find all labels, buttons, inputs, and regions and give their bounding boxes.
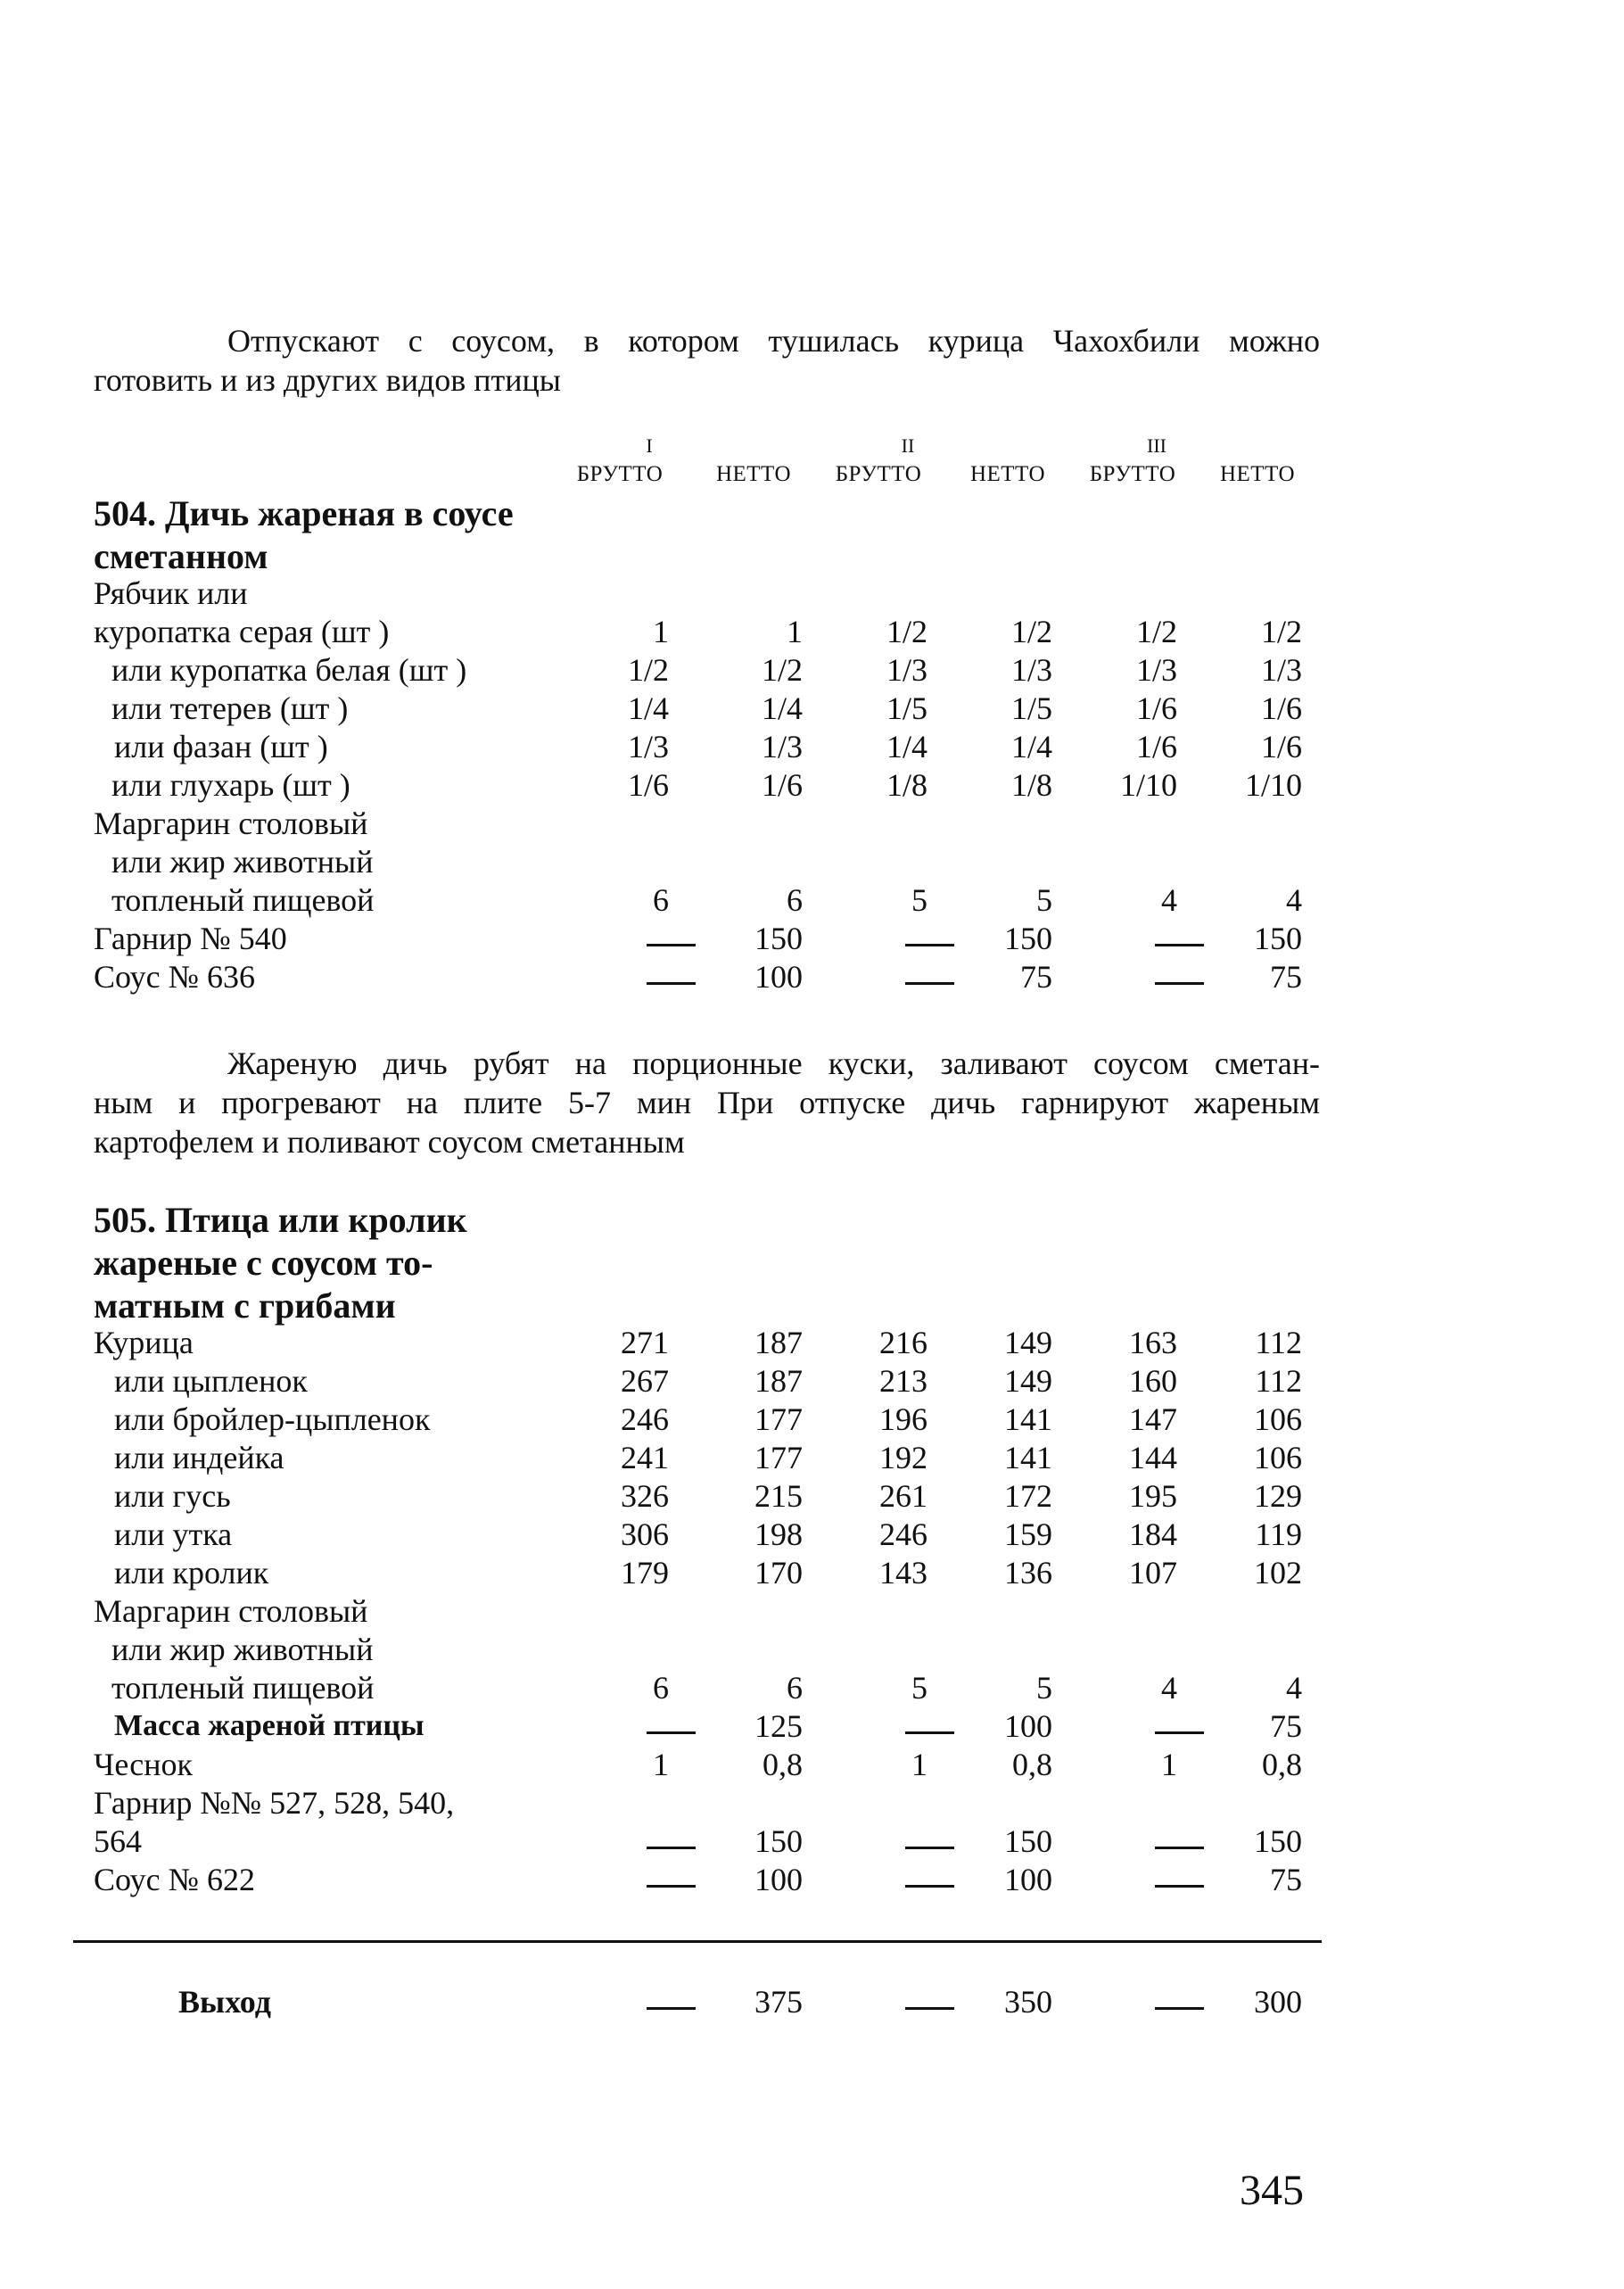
dash-cell bbox=[847, 1822, 954, 1861]
dash-cell bbox=[847, 1982, 954, 2021]
value-cell: 1/4 bbox=[886, 729, 927, 764]
recipe-504-title bbox=[94, 492, 514, 578]
row-label: или тетерев (шт ) bbox=[111, 690, 349, 726]
value-cell: 150 bbox=[1004, 921, 1052, 956]
row-label: куропатка серая (шт ) bbox=[94, 614, 390, 649]
table-row bbox=[0, 1591, 1624, 1631]
title-line: 504. Дичь жареная в соусе bbox=[94, 493, 514, 533]
value-cell: 1/2 bbox=[1010, 614, 1052, 649]
value-cell: 1/10 bbox=[1244, 767, 1302, 803]
value-cell: 1/6 bbox=[1135, 729, 1177, 764]
value-cell: 129 bbox=[1254, 1478, 1302, 1514]
row-label: или кролик bbox=[114, 1555, 269, 1591]
value-cell: 150 bbox=[1254, 921, 1302, 956]
value-cell: 179 bbox=[621, 1555, 669, 1591]
table-row bbox=[0, 1400, 1624, 1439]
value-cell: 112 bbox=[1255, 1363, 1302, 1399]
value-cell: 0,8 bbox=[1262, 1747, 1302, 1782]
title-line: сметанном bbox=[94, 536, 268, 576]
value-cell: 150 bbox=[1004, 1823, 1052, 1859]
title-line: 505. Птица или кролик bbox=[94, 1200, 467, 1240]
table-row bbox=[0, 919, 1624, 958]
yield-label: Выход bbox=[178, 1984, 271, 2020]
value-cell: 4 bbox=[1161, 1670, 1177, 1706]
row-label: топленый пищевой bbox=[111, 882, 375, 918]
dash-cell bbox=[589, 919, 696, 958]
value-cell: 213 bbox=[879, 1363, 927, 1399]
value-cell: 100 bbox=[1004, 1708, 1052, 1744]
yield-row bbox=[0, 1982, 1624, 2021]
row-label: или индейка bbox=[114, 1440, 284, 1475]
paragraph-line: ным и прогревают на плите 5-7 мин При отпуске дичь гарнируют жареным bbox=[94, 1085, 1320, 1120]
value-cell: 1/8 bbox=[886, 767, 927, 803]
sub-header: НЕТТО bbox=[969, 462, 1046, 486]
table-row bbox=[0, 1860, 1624, 1899]
value-cell: 6 bbox=[653, 1670, 669, 1706]
yield-value: 375 bbox=[754, 1984, 803, 2020]
value-cell: 5 bbox=[1036, 1670, 1052, 1706]
value-cell: 1/3 bbox=[1010, 652, 1052, 688]
group-header: III bbox=[1147, 434, 1166, 457]
dash-cell bbox=[847, 1706, 954, 1746]
value-cell: 75 bbox=[1270, 1862, 1302, 1897]
value-cell: 150 bbox=[1254, 1823, 1302, 1859]
value-cell: 1/6 bbox=[1135, 690, 1177, 726]
value-cell: 100 bbox=[754, 1862, 803, 1897]
value-cell: 141 bbox=[1004, 1440, 1052, 1475]
value-cell: 1/6 bbox=[1260, 690, 1302, 726]
table-row bbox=[0, 1630, 1624, 1669]
value-cell: 1/8 bbox=[1010, 767, 1052, 803]
table-row bbox=[0, 1515, 1624, 1554]
table-row bbox=[0, 1745, 1624, 1784]
sub-header: БРУТТО bbox=[835, 462, 922, 486]
row-label: или утка bbox=[114, 1516, 233, 1552]
value-cell: 1 bbox=[653, 1747, 669, 1782]
value-cell: 100 bbox=[754, 959, 803, 995]
table-row bbox=[0, 804, 1624, 843]
table-row bbox=[0, 957, 1624, 996]
table-row bbox=[0, 1668, 1624, 1707]
intro-line: Отпускают с соусом, в котором тушилась курица Чахохбили можно bbox=[227, 323, 1320, 359]
dash-cell bbox=[589, 957, 696, 996]
value-cell: 1/6 bbox=[627, 767, 669, 803]
paragraph-line: картофелем и поливают соусом сметанным bbox=[94, 1124, 685, 1160]
value-cell: 1/2 bbox=[1135, 614, 1177, 649]
row-label: или жир животный bbox=[111, 844, 374, 880]
value-cell: 306 bbox=[621, 1516, 669, 1552]
dash-cell bbox=[589, 1822, 696, 1861]
value-cell: 241 bbox=[621, 1440, 669, 1475]
value-cell: 1/2 bbox=[627, 652, 669, 688]
value-cell: 163 bbox=[1129, 1325, 1177, 1360]
value-cell: 6 bbox=[787, 882, 803, 918]
value-cell: 1/6 bbox=[761, 767, 803, 803]
dash-cell bbox=[1097, 1822, 1204, 1861]
dash-cell bbox=[1097, 919, 1204, 958]
dash-cell bbox=[589, 1706, 696, 1746]
value-cell: 1 bbox=[653, 614, 669, 649]
row-label: или бройлер-цыпленок bbox=[114, 1401, 431, 1437]
intro-line: готовить и из других видов птицы bbox=[94, 362, 561, 398]
value-cell: 246 bbox=[621, 1401, 669, 1437]
value-cell: 177 bbox=[754, 1401, 803, 1437]
value-cell: 125 bbox=[754, 1708, 803, 1744]
value-cell: 106 bbox=[1254, 1401, 1302, 1437]
value-cell: 184 bbox=[1129, 1516, 1177, 1552]
value-cell: 75 bbox=[1020, 959, 1052, 995]
value-cell: 141 bbox=[1004, 1401, 1052, 1437]
dash-cell bbox=[1097, 1706, 1204, 1746]
value-cell: 170 bbox=[754, 1555, 803, 1591]
value-cell: 100 bbox=[1004, 1862, 1052, 1897]
yield-value: 300 bbox=[1254, 1984, 1302, 2020]
value-cell: 1/2 bbox=[886, 614, 927, 649]
value-cell: 5 bbox=[911, 882, 927, 918]
value-cell: 1/4 bbox=[761, 690, 803, 726]
table-row bbox=[0, 650, 1624, 690]
value-cell: 1/10 bbox=[1119, 767, 1177, 803]
row-label: Чеснок bbox=[94, 1747, 194, 1782]
title-line: матным с грибами bbox=[94, 1285, 396, 1326]
value-cell: 150 bbox=[754, 1823, 803, 1859]
row-label: или куропатка белая (шт ) bbox=[111, 652, 467, 688]
table-row bbox=[0, 1822, 1624, 1861]
intro-paragraph bbox=[94, 321, 1320, 400]
table-row bbox=[0, 1553, 1624, 1592]
value-cell: 4 bbox=[1161, 882, 1177, 918]
value-cell: 1/3 bbox=[886, 652, 927, 688]
row-label: Курица bbox=[94, 1325, 194, 1360]
table-row bbox=[0, 765, 1624, 805]
value-cell: 187 bbox=[754, 1325, 803, 1360]
table-row bbox=[0, 842, 1624, 881]
table-row bbox=[0, 1476, 1624, 1516]
table-row bbox=[0, 1706, 1624, 1746]
value-cell: 4 bbox=[1286, 1670, 1302, 1706]
table-row bbox=[0, 1323, 1624, 1362]
value-cell: 4 bbox=[1286, 882, 1302, 918]
value-cell: 1/5 bbox=[886, 690, 927, 726]
value-cell: 1/6 bbox=[1260, 729, 1302, 764]
row-label: или гусь bbox=[114, 1478, 231, 1514]
value-cell: 147 bbox=[1129, 1401, 1177, 1437]
dash-cell bbox=[847, 1860, 954, 1899]
table-row bbox=[0, 727, 1624, 766]
value-cell: 267 bbox=[621, 1363, 669, 1399]
value-cell: 75 bbox=[1270, 959, 1302, 995]
value-cell: 119 bbox=[1255, 1516, 1302, 1552]
value-cell: 177 bbox=[754, 1440, 803, 1475]
row-label: или фазан (шт ) bbox=[114, 729, 328, 764]
value-cell: 102 bbox=[1254, 1555, 1302, 1591]
table-row bbox=[0, 574, 1624, 613]
value-cell: 271 bbox=[621, 1325, 669, 1360]
value-cell: 144 bbox=[1129, 1440, 1177, 1475]
value-cell: 6 bbox=[653, 882, 669, 918]
value-cell: 159 bbox=[1004, 1516, 1052, 1552]
value-cell: 326 bbox=[621, 1478, 669, 1514]
value-cell: 196 bbox=[879, 1401, 927, 1437]
row-label: топленый пищевой bbox=[111, 1670, 375, 1706]
value-cell: 5 bbox=[911, 1670, 927, 1706]
dash-cell bbox=[589, 1860, 696, 1899]
value-cell: 149 bbox=[1004, 1363, 1052, 1399]
row-label: Гарнир №№ 527, 528, 540, bbox=[94, 1785, 455, 1821]
group-header: II bbox=[901, 434, 915, 457]
dash-cell bbox=[847, 957, 954, 996]
value-cell: 1/4 bbox=[627, 690, 669, 726]
sub-header: БРУТТО bbox=[576, 462, 664, 486]
value-cell: 150 bbox=[754, 921, 803, 956]
table-row bbox=[0, 1438, 1624, 1477]
value-cell: 112 bbox=[1255, 1325, 1302, 1360]
row-label: 564 bbox=[94, 1823, 142, 1859]
row-label: или цыпленок bbox=[114, 1363, 308, 1399]
row-label: Соус № 622 bbox=[94, 1862, 255, 1897]
table-row bbox=[0, 1783, 1624, 1822]
value-cell: 6 bbox=[787, 1670, 803, 1706]
value-cell: 5 bbox=[1036, 882, 1052, 918]
divider-rule bbox=[73, 1940, 1322, 1943]
value-cell: 0,8 bbox=[763, 1747, 803, 1782]
value-cell: 106 bbox=[1254, 1440, 1302, 1475]
row-label: или жир животный bbox=[111, 1632, 374, 1667]
sub-header: БРУТТО bbox=[1089, 462, 1176, 486]
value-cell: 246 bbox=[879, 1516, 927, 1552]
value-cell: 1/3 bbox=[627, 729, 669, 764]
value-cell: 107 bbox=[1129, 1555, 1177, 1591]
value-cell: 143 bbox=[879, 1555, 927, 1591]
value-cell: 75 bbox=[1270, 1708, 1302, 1744]
row-label: Маргарин столовый bbox=[94, 1593, 368, 1629]
row-label: Соус № 636 bbox=[94, 959, 255, 995]
value-cell: 192 bbox=[879, 1440, 927, 1475]
row-label: Маргарин столовый bbox=[94, 806, 368, 841]
table-row bbox=[0, 880, 1624, 920]
value-cell: 261 bbox=[879, 1478, 927, 1514]
value-cell: 216 bbox=[879, 1325, 927, 1360]
value-cell: 1/3 bbox=[1260, 652, 1302, 688]
row-label: или глухарь (шт ) bbox=[111, 767, 350, 803]
row-label: Рябчик или bbox=[94, 575, 248, 611]
table-row bbox=[0, 1361, 1624, 1401]
value-cell: 160 bbox=[1129, 1363, 1177, 1399]
value-cell: 136 bbox=[1004, 1555, 1052, 1591]
value-cell: 1/3 bbox=[761, 729, 803, 764]
sub-header: НЕТТО bbox=[1219, 462, 1296, 486]
value-cell: 195 bbox=[1129, 1478, 1177, 1514]
value-cell: 1/5 bbox=[1010, 690, 1052, 726]
dash-cell bbox=[1097, 1982, 1204, 2021]
value-cell: 215 bbox=[754, 1478, 803, 1514]
dash-cell bbox=[847, 919, 954, 958]
table-row bbox=[0, 612, 1624, 651]
paragraph-line: Жареную дичь рубят на порционные куски, заливают соусом сметан- bbox=[227, 1045, 1320, 1081]
value-cell: 1/4 bbox=[1010, 729, 1052, 764]
value-cell: 1 bbox=[787, 614, 803, 649]
value-cell: 198 bbox=[754, 1516, 803, 1552]
page-number: 345 bbox=[1240, 2167, 1304, 2214]
row-label: Гарнир № 540 bbox=[94, 921, 287, 956]
row-label: Масса жареной птицы bbox=[114, 1709, 425, 1742]
dash-cell bbox=[1097, 1860, 1204, 1899]
recipe-505-title bbox=[94, 1199, 467, 1327]
value-cell: 187 bbox=[754, 1363, 803, 1399]
value-cell: 1/3 bbox=[1135, 652, 1177, 688]
dash-cell bbox=[1097, 957, 1204, 996]
value-cell: 1/2 bbox=[761, 652, 803, 688]
group-header: I bbox=[646, 434, 653, 457]
value-cell: 149 bbox=[1004, 1325, 1052, 1360]
value-cell: 1 bbox=[911, 1747, 927, 1782]
sub-header: НЕТТО bbox=[715, 462, 792, 486]
table-row bbox=[0, 689, 1624, 728]
yield-value: 350 bbox=[1004, 1984, 1052, 2020]
value-cell: 0,8 bbox=[1012, 1747, 1052, 1782]
title-line: жареные с соусом то- bbox=[94, 1243, 433, 1283]
recipe-504-paragraph bbox=[94, 1044, 1320, 1161]
value-cell: 1 bbox=[1161, 1747, 1177, 1782]
value-cell: 1/2 bbox=[1260, 614, 1302, 649]
dash-cell bbox=[589, 1982, 696, 2021]
value-cell: 172 bbox=[1004, 1478, 1052, 1514]
